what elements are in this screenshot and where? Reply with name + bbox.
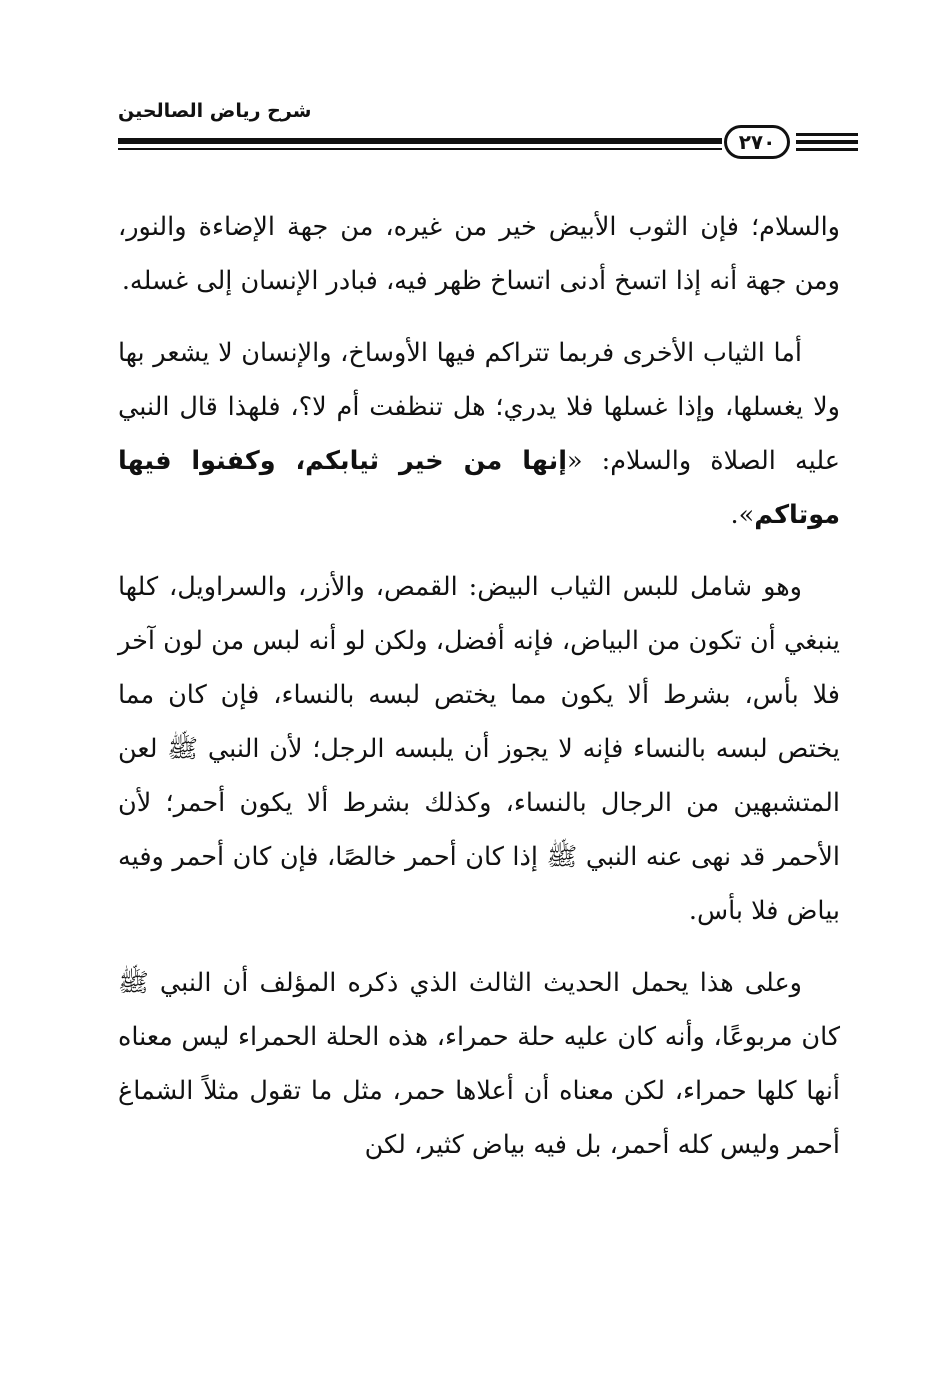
running-title: شرح رياض الصالحين bbox=[118, 100, 312, 122]
paragraph-text: وعلى هذا يحمل الحديث الثالث الذي ذكره المؤلف أن النبي ﷺ كان مربوعًا، وأنه كان عليه حلة حمراء، هذه الحلة الحمراء ليس معناه أنها كلها حمراء، لكن معناه أن أعلاها حمر، مثل ما تقول مثلاً الشماغ أحمر وليس كله أحمر، بل فيه بياض كثير، لكن bbox=[118, 968, 840, 1160]
paragraph bbox=[118, 200, 840, 308]
header-rule-right bbox=[796, 133, 858, 136]
paragraph bbox=[118, 560, 840, 938]
paragraph-text: أما الثياب الأخرى فربما تتراكم فيها الأوساخ، والإنسان لا يشعر بها ولا يغسلها، وإذا غسلها فلا يدري؛ هل تنظفت أم لا؟، فلهذا قال النبي عليه الصلاة والسلام: « bbox=[118, 338, 840, 476]
header-rule-thin bbox=[118, 148, 722, 150]
header-rule-right bbox=[796, 140, 858, 144]
hadith-quote: إنها من خير ثيابكم، وكفنوا فيها موتاكم bbox=[118, 446, 840, 530]
paragraph-text: وهو شامل للبس الثياب البيض: القمص، والأزر، والسراويل، كلها ينبغي أن تكون من البياض، فإنه أفضل، ولكن لو أنه لبس من لون آخر فلا بأس، بشرط ألا يكون مما يختص لبسه بالنساء، فإن كان مما يختص لبسه بالنساء فإنه لا يجوز أن يلبسه الرجل؛ لأن النبي ﷺ لعن المتشبهين من الرجال بالنساء، وكذلك بشرط ألا يكون أحمر؛ لأن الأحمر قد نهى عنه النبي ﷺ إذا كان أحمر خالصًا، فإن كان أحمر وفيه بياض فلا بأس. bbox=[118, 572, 840, 926]
paragraph-text: والسلام؛ فإن الثوب الأبيض خير من غيره، من جهة الإضاءة والنور، ومن جهة أنه إذا اتسخ أدنى اتساخ ظهر فيه، فبادر الإنسان إلى غسله. bbox=[118, 212, 840, 296]
header-rule-thick bbox=[118, 138, 722, 144]
page-body bbox=[118, 200, 840, 1172]
paragraph-text: ». bbox=[730, 500, 755, 530]
paragraph bbox=[118, 326, 840, 542]
header-rule-right bbox=[796, 148, 858, 151]
paragraph bbox=[118, 956, 840, 1172]
page-number: ٢٧٠ bbox=[738, 130, 776, 154]
page-number-badge bbox=[724, 125, 790, 159]
page-header bbox=[118, 98, 858, 168]
